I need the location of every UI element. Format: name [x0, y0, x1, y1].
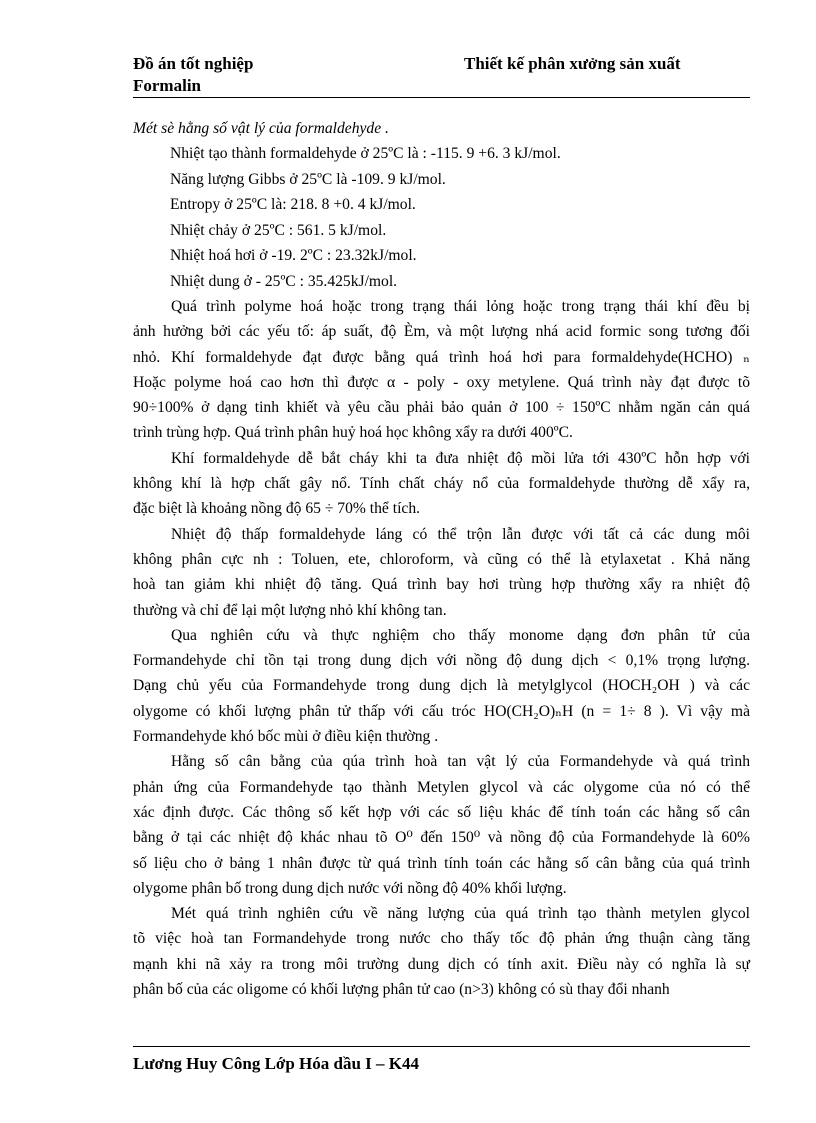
paragraph-line: Formandehyde khó bốc mùi ở điều kiện thường .: [133, 728, 439, 746]
paragraph-line: không khí là hợp chất gây nổ. Tính chất cháy nổ của formaldehyde thường dễ xẩy ra,: [133, 475, 750, 493]
paragraph-line: mạnh khi nã xảy ra trong môi trường dung dịch có tính axit. Điều này có nghĩa là sự: [133, 955, 750, 973]
body-paragraph: [133, 623, 750, 749]
paragraph-line: tõ việc hoà tan Formandehyde trong nước cho thấy tốc độ phản ứng thuận càng tăng: [133, 930, 750, 948]
paragraph-line: hoà tan giảm khi nhiệt độ tăng. Quá trình bay hơi trùng hợp thường xẩy ra nhiệt độ: [133, 576, 750, 594]
property-item: Nhiệt tạo thành formaldehyde ở 25ºC là : -115. 9 +6. 3 kJ/mol.: [170, 145, 561, 162]
paragraph-line: ảnh hưởng bởi các yếu tố: áp suất, độ Èm, và một lượng nhá acid formic song tương đối: [133, 323, 750, 341]
paragraph-line: nhỏ. Khí formaldehyde đạt được bằng quá trình hoá hơi para formaldehyde(HCHO) ₙ: [133, 348, 750, 366]
body-paragraph: [133, 522, 750, 623]
paragraph-line: Nhiệt độ thấp formaldehyde láng có thể trộn lẫn được với tất cả các dung môi: [171, 525, 750, 543]
page-footer: Lương Huy Công Lớp Hóa dầu I – K44: [133, 1054, 419, 1073]
footer-divider: [133, 1046, 750, 1047]
header-thesis-label: Đồ án tốt nghiệp: [133, 54, 254, 73]
header-divider: [133, 97, 750, 98]
property-item: Nhiệt dung ở - 25ºC : 35.425kJ/mol.: [170, 272, 398, 290]
body-paragraph: [133, 446, 750, 522]
property-item: Năng lượng Gibbs ở 25ºC là -109. 9 kJ/mol.: [170, 170, 446, 188]
paragraph-line: phản ứng của Formandehyde tạo thành Metylen glycol và các olygome của nó có thể: [133, 778, 750, 796]
paragraph-line: olygome có khối lượng phân tử thấp với cấu tróc HO(CH₂O)ₙH (n = 1÷ 8 ). Vì vậy mà: [133, 702, 750, 720]
paragraph-line: Hoặc polyme hoá cao hơn thì được α - poly - oxy metylene. Quá trình này đạt được tõ: [133, 373, 750, 391]
paragraph-line: Hằng số cân bằng của qúa trình hoà tan vật lý của Formandehyde và quá trình: [171, 753, 750, 771]
body-paragraph: [133, 749, 750, 901]
page-body: [133, 116, 750, 1002]
property-item: Nhiệt hoá hơi ở -19. 2ºC : 23.32kJ/mol.: [170, 247, 417, 264]
paragraph-line: đặc biệt là khoảng nồng độ 65 ÷ 70% thể tích.: [133, 500, 421, 518]
body-paragraphs: [133, 294, 750, 1002]
paragraph-line: thường và chỉ để lại một lượng nhỏ khí không tan.: [133, 601, 447, 619]
paragraph-line: xác định được. Các thông số kết hợp với các số liệu khác để tính toán các hằng số cân: [133, 803, 750, 821]
paragraph-line: Formandehyde chỉ tồn tại trong dung dịch với nồng độ dung dịch < 0,1% trọng lượng.: [133, 652, 750, 670]
paragraph-line: olygome phân bố trong dung dịch nước với nồng độ 40% khối lượng.: [133, 879, 567, 897]
header-topic-label: Formalin: [133, 76, 201, 95]
paragraph-line: không phân cực nh : Toluen, ete, chloroform, và cũng có thể là etylaxetat . Khả năng: [133, 550, 750, 568]
property-item: Nhiệt chảy ở 25ºC : 561. 5 kJ/mol.: [170, 221, 387, 239]
header-title: Thiết kế phân xưởng sản xuất: [464, 54, 681, 73]
paragraph-line: trình trùng hợp. Quá trình phân huỷ hoá học không xẩy ra dưới 400ºC.: [133, 424, 573, 442]
page-header: [133, 52, 750, 98]
paragraph-line: 90÷100% ở dạng tinh khiết và yêu cầu phải bảo quản ở 100 ÷ 150ºC nhằm ngăn cản quá: [133, 399, 750, 417]
property-item: Entropy ở 25ºC là: 218. 8 +0. 4 kJ/mol.: [170, 196, 416, 213]
paragraph-line: Qua nghiên cứu và thực nghiệm cho thấy monome dạng đơn phân tử của: [171, 626, 750, 644]
paragraph-line: phân bố của các oligome có khối lượng phân tử cao (n>3) không có sù thay đổi nhanh: [133, 981, 670, 999]
property-list: [133, 141, 750, 294]
paragraph-line: Quá trình polyme hoá hoặc trong trạng thái lỏng hoặc trong trạng thái khí đều bị: [171, 298, 750, 315]
paragraph-line: bằng ở tại các nhiệt độ khác nhau tõ O⁰ đến 150⁰ và nồng độ của Formandehyde là 60%: [133, 829, 750, 847]
paragraph-line: số liệu cho ở bảng 1 nhân được từ quá trình tính toán các hằng số cân bằng của quá trình: [133, 854, 750, 872]
section-title: Mét sè hằng số vật lý của formaldehyde .: [133, 120, 389, 137]
paragraph-line: Mét quá trình nghiên cứu về năng lượng của quá trình tạo thành metylen glycol: [171, 905, 750, 923]
body-paragraph: [133, 294, 750, 446]
paragraph-line: Dạng chủ yếu của Formandehyde trong dung dịch là metylglycol (HOCH₂OH ) và các: [133, 677, 750, 695]
body-paragraph: [133, 901, 750, 1002]
paragraph-line: Khí formaldehyde dễ bắt cháy khi ta đưa nhiệt độ mồi lửa tới 430ºC hỗn hợp với: [171, 449, 750, 467]
